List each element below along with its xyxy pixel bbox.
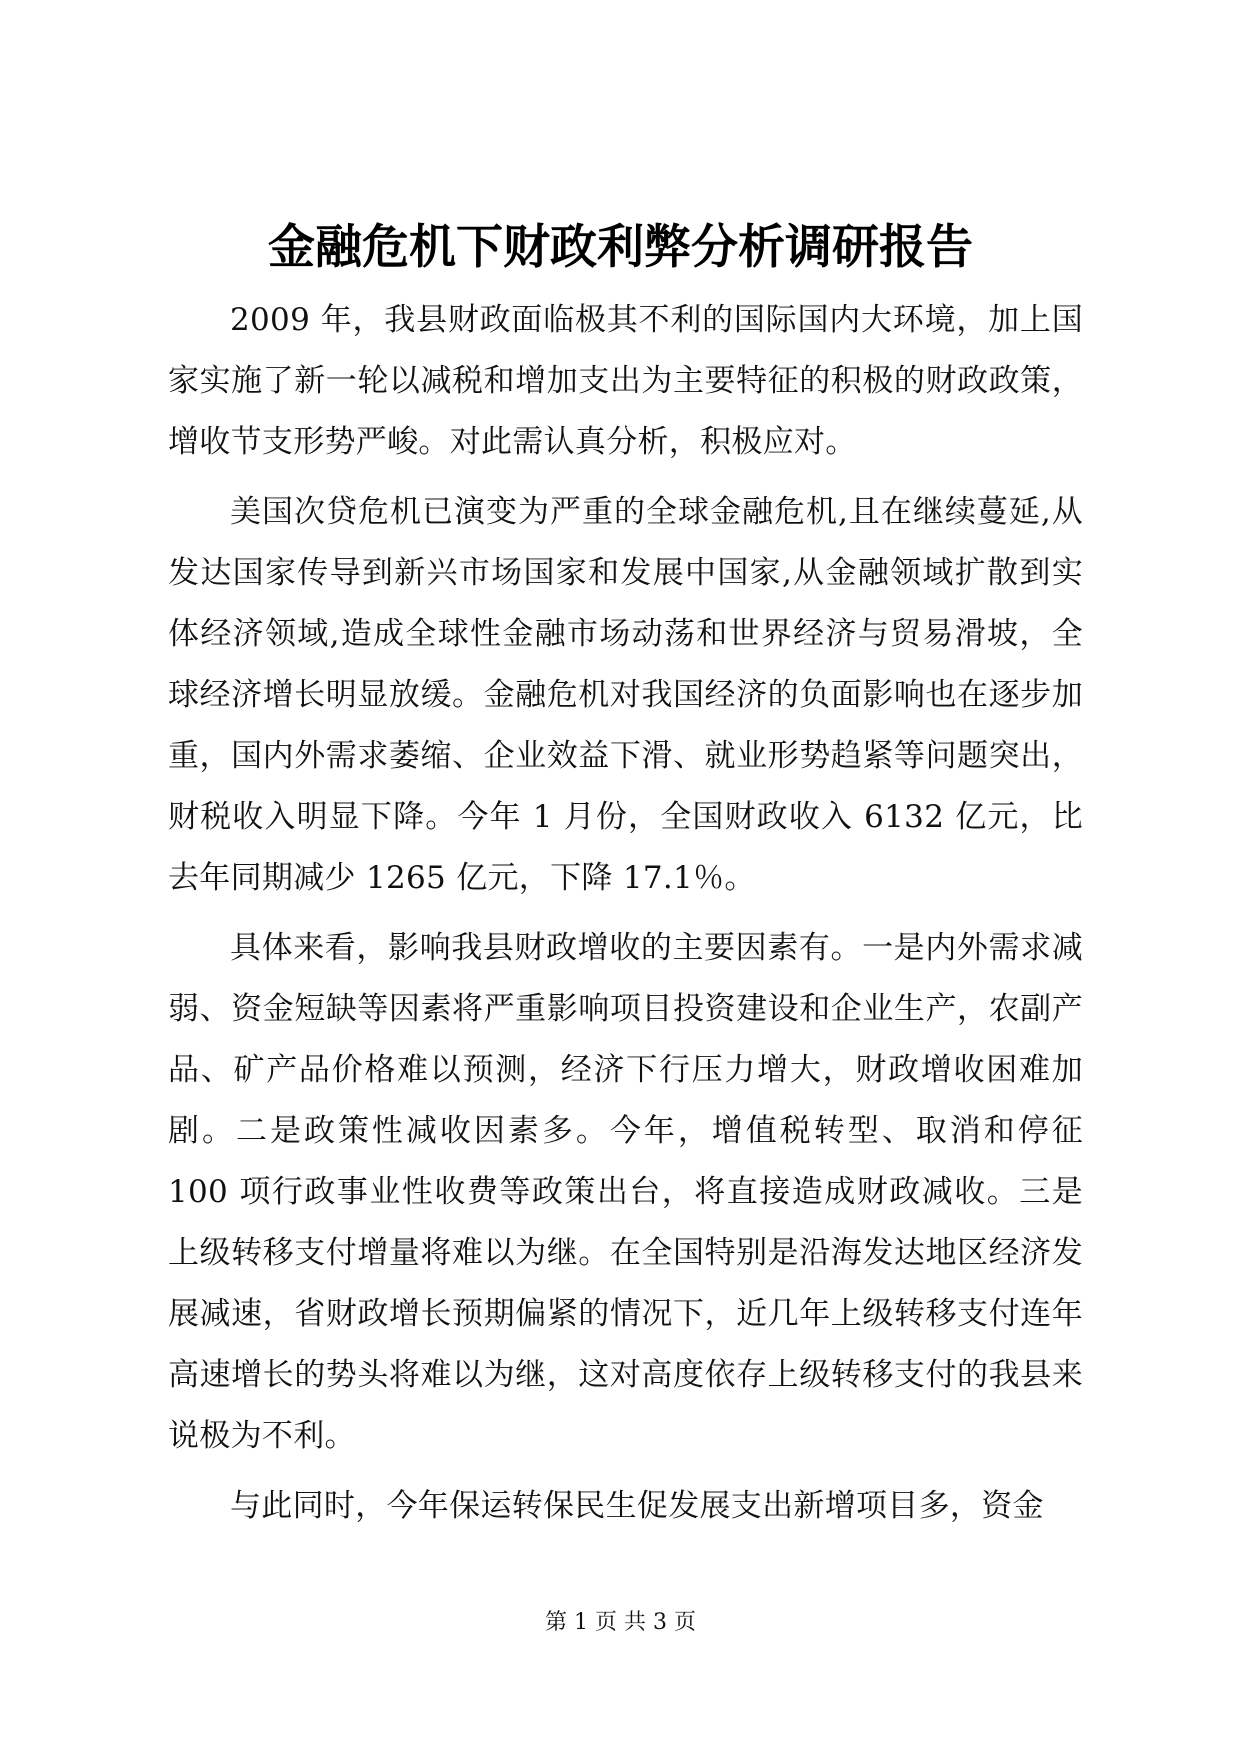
- document-title: 金融危机下财政利弊分析调研报告: [268, 220, 973, 275]
- paragraph-financial-crisis: 美国次贷危机已演变为严重的全球金融危机,且在继续蔓延,从发达国家传导到新兴市场国家和发展中国家,从金融领域扩散到实体经济领域,造成全球性金融市场动荡和世界经济与贸易滑坡，全球经济增长明显放缓。金融危机对我国经济的负面影响也在逐步加重，国内外需求萎缩、企业效益下滑、就业形势趋紧等问题突出，财税收入明显下降。今年 1 月份，全国财政收入 6132 亿元，比去年同期减少 1265 亿元，下降 17.1％。: [168, 494, 1083, 896]
- paragraph-expenditure: 与此同时，今年保运转保民生促发展支出新增项目多，资金: [230, 1488, 1044, 1524]
- page-footer: 第 1 页 共 3 页: [545, 1610, 696, 1635]
- paragraph-intro: 2009 年，我县财政面临极其不利的国际国内大环境，加上国家实施了新一轮以减税和增加支出为主要特征的积极的财政政策，增收节支形势严峻。对此需认真分析，积极应对。: [168, 302, 1083, 460]
- paragraph-factors: 具体来看，影响我县财政增收的主要因素有。一是内外需求减弱、资金短缺等因素将严重影响项目投资建设和企业生产，农副产品、矿产品价格难以预测，经济下行压力增大，财政增收困难加剧。二是政策性减收因素多。今年，增值税转型、取消和停征 100 项行政事业性收费等政策出台，将直接造成财政减收。三是上级转移支付增量将难以为继。在全国特别是沿海发达地区经济发展减速，省财政增长预期偏紧的情况下，近几年上级转移支付连年高速增长的势头将难以为继，这对高度依存上级转移支付的我县来说极为不利。: [168, 930, 1083, 1454]
- document-body: [168, 290, 1083, 1546]
